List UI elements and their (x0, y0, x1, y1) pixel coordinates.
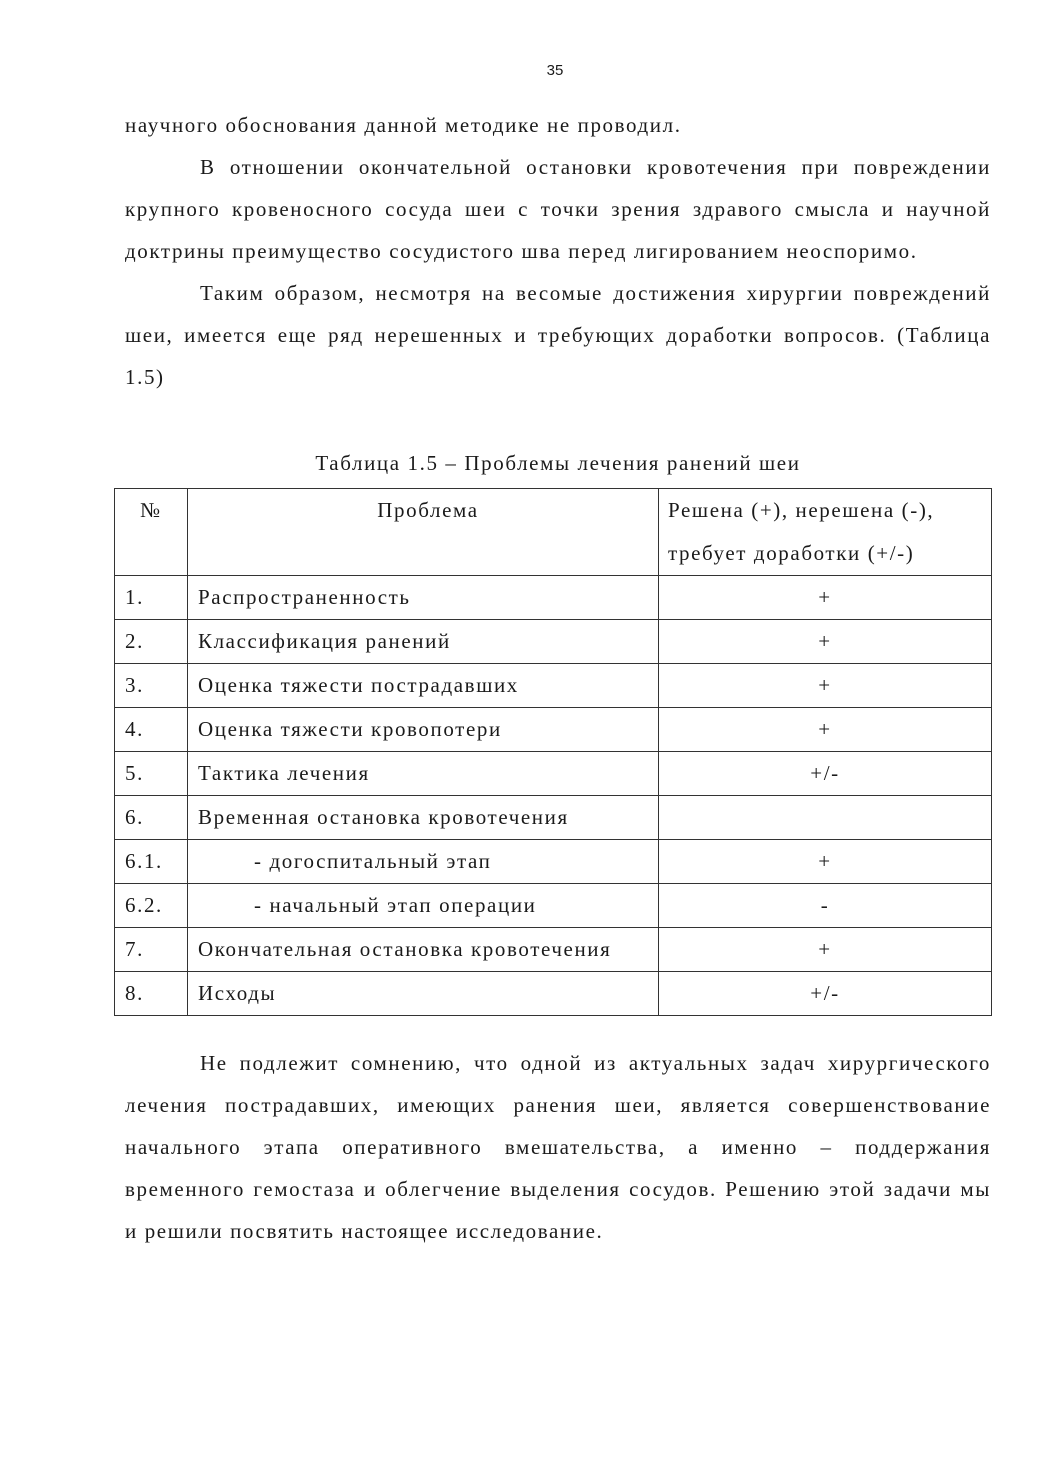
body-text-before (125, 104, 991, 398)
header-num: № (115, 489, 188, 576)
row-problem (188, 884, 659, 928)
row-num: 6.1. (115, 840, 188, 884)
page-number: 35 (546, 62, 564, 79)
row-num: 3. (115, 664, 188, 708)
table-caption: Таблица 1.5 – Проблемы лечения ранений шеи (315, 451, 801, 475)
row-status: + (659, 840, 992, 884)
row-status: +/- (659, 972, 992, 1016)
row-status: +/- (659, 752, 992, 796)
row-problem: Оценка тяжести кровопотери (188, 708, 659, 752)
paragraph-3: Таким образом, несмотря на весомые достижения хирургии повреждений шеи, имеется еще ряд нерешенных и требующих доработки вопросов. (Таблица 1.5) (125, 281, 991, 389)
paragraph-1: научного обоснования данной методике не проводил. (125, 113, 682, 137)
table-row (115, 620, 992, 664)
row-num: 8. (115, 972, 188, 1016)
row-status: + (659, 928, 992, 972)
table-row (115, 752, 992, 796)
table-row (115, 796, 992, 840)
table-row (115, 840, 992, 884)
paragraph-2: В отношении окончательной остановки кровотечения при повреждении крупного кровеносного сосуда шеи с точки зрения здравого смысла и научной доктрины преимущество сосудистого шва перед лигированием неоспоримо. (125, 155, 991, 263)
row-num: 6.2. (115, 884, 188, 928)
row-status: + (659, 708, 992, 752)
row-num: 6. (115, 796, 188, 840)
body-text-after (125, 1042, 991, 1252)
row-status: - (659, 884, 992, 928)
row-status (659, 796, 992, 840)
table-row (115, 664, 992, 708)
row-problem: Классификация ранений (188, 620, 659, 664)
row-num: 2. (115, 620, 188, 664)
row-problem: Тактика лечения (188, 752, 659, 796)
row-problem: Окончательная остановка кровотечения (188, 928, 659, 972)
table-row (115, 972, 992, 1016)
table-row (115, 884, 992, 928)
header-problem: Проблема (188, 489, 659, 576)
row-problem: Временная остановка кровотечения (188, 796, 659, 840)
row-num: 7. (115, 928, 188, 972)
row-status: + (659, 664, 992, 708)
row-problem-text: - начальный этап операции (254, 893, 537, 917)
row-status: + (659, 620, 992, 664)
row-problem: Оценка тяжести пострадавших (188, 664, 659, 708)
row-problem (188, 840, 659, 884)
row-problem: Исходы (188, 972, 659, 1016)
problems-table (114, 488, 992, 1016)
row-problem-text: - догоспитальный этап (254, 849, 492, 873)
row-problem: Распространенность (188, 576, 659, 620)
table-row (115, 708, 992, 752)
table-row (115, 928, 992, 972)
table-row (115, 576, 992, 620)
row-num: 4. (115, 708, 188, 752)
row-status: + (659, 576, 992, 620)
row-num: 1. (115, 576, 188, 620)
header-status: Решена (+), нерешена (-), требует доработки (+/-) (659, 489, 992, 576)
paragraph-4: Не подлежит сомнению, что одной из актуальных задач хирургического лечения пострадавших, имеющих ранения шеи, является совершенствование начального этапа оперативного вмешательства, а именно – поддержания временного гемостаза и облегчение выделения сосудов. Решению этой задачи мы и решили посвятить настоящее исследование. (125, 1051, 991, 1243)
row-num: 5. (115, 752, 188, 796)
table-header-row (115, 489, 992, 576)
